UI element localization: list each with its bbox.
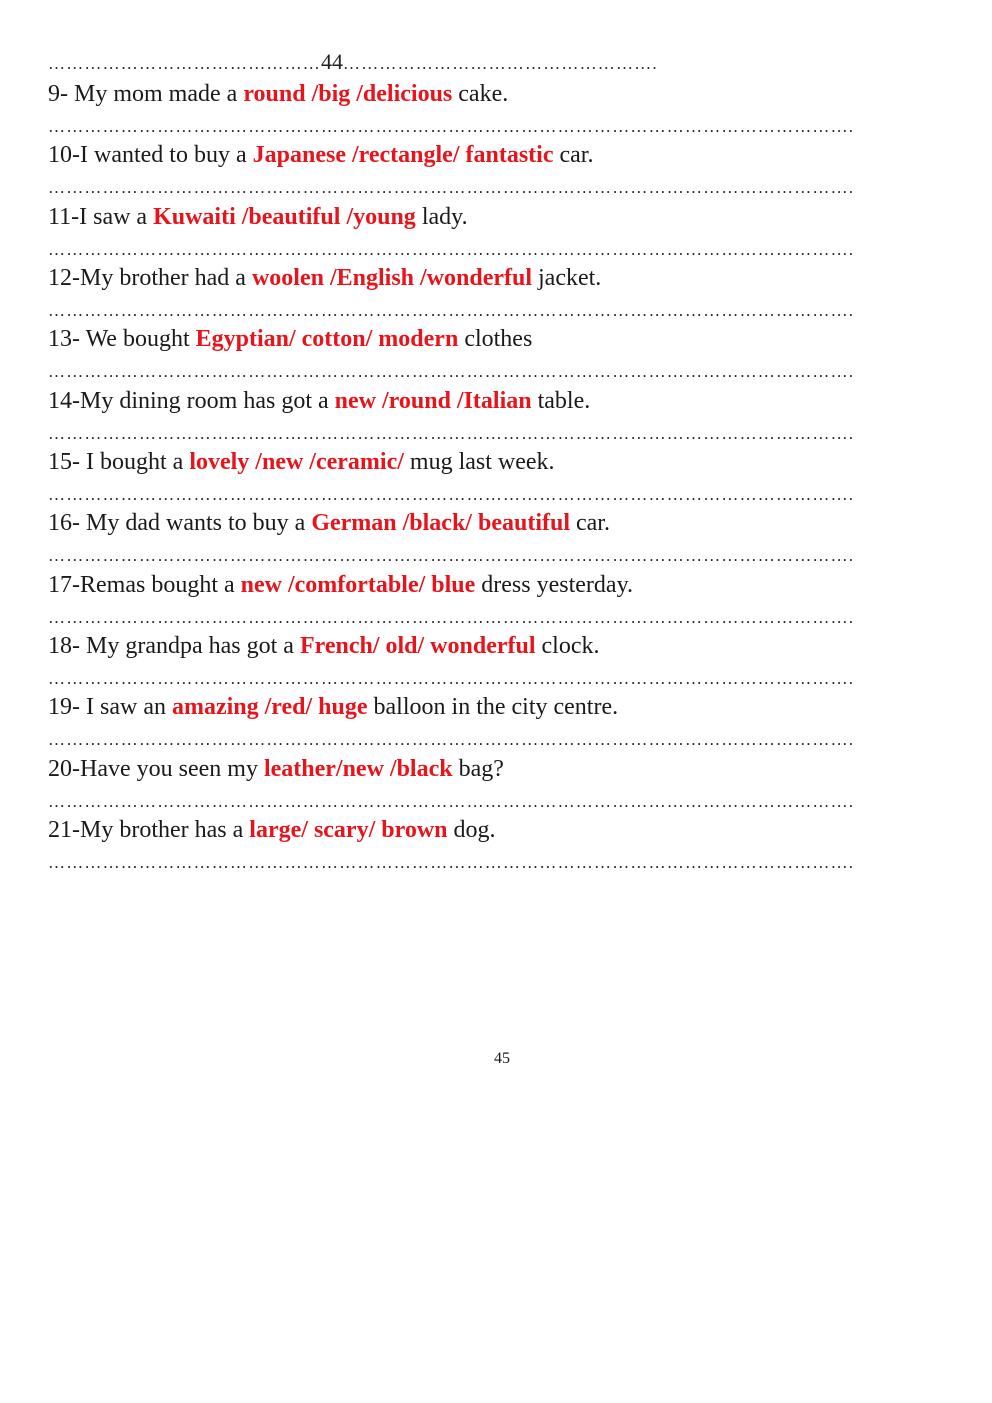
sentence-number: 18- [48,633,86,659]
answer-line[interactable]: ……………………………………………………………………………………………………………………. [48,424,855,443]
answer-line[interactable]: ……………………………………………………………………………………………………………………. [48,485,855,504]
sentence-number: 14- [48,388,80,414]
sentence-number: 9- [48,81,74,107]
sentence-row [48,693,618,721]
sentence-row [48,571,633,599]
answer-line[interactable]: ……………………………………………………………………………………………………………………. [48,792,855,811]
sentence-number: 11- [48,204,80,230]
sentence-text-before: My dad wants to buy a [86,510,312,536]
sentence-row [48,264,601,292]
adjective-list: new /round /Italian [334,388,532,414]
answer-line[interactable]: ……………………………………………………………………………………………………………………. [48,853,855,872]
sentence-text-before: I bought a [86,449,190,475]
sentence-text-after: bag? [452,756,504,782]
page-number: 45 [494,1050,510,1067]
sentence-number: 12- [48,265,80,291]
sentence-text-before: Have you seen my [80,756,264,782]
sentence-text-after: clothes [458,326,533,352]
top-answer-line: ………………………………………44……………………………………………. [48,49,658,74]
adjective-list: new /comfortable/ blue [240,572,476,598]
answer-line[interactable]: ……………………………………………………………………………………………………………………. [48,546,855,565]
answer-line[interactable]: ……………………………………………………………………………………………………………………. [48,608,855,627]
sentence-text-after: balloon in the city centre. [367,694,619,720]
adjective-list: leather/new /black [263,756,453,782]
sentence-number: 10- [48,142,80,168]
answer-line[interactable]: ……………………………………………………………………………………………………………………. [48,362,855,381]
sentence-row [48,509,610,537]
sentence-text-after: car. [570,510,610,536]
sentence-text-before: I saw a [79,204,154,230]
sentence-number: 16- [48,510,86,536]
sentence-text-after: jacket. [532,265,602,291]
sentence-row [48,325,532,353]
sentence-text-before: Remas bought a [80,572,241,598]
adjective-list: large/ scary/ brown [249,817,448,843]
answer-line[interactable]: ……………………………………………………………………………………………………………………. [48,117,855,136]
adjective-list: Kuwaiti /beautiful /young [153,204,416,230]
sentence-number: 15- [48,449,86,475]
sentence-text-before: I wanted to buy a [80,142,253,168]
sentence-text-before: My mom made a [74,81,244,107]
sentence-row [48,387,590,415]
sentence-text-before: I saw an [86,694,172,720]
adjective-list: Egyptian/ cotton/ modern [195,326,459,352]
sentence-row [48,448,555,476]
sentence-number: 20- [48,756,80,782]
sentence-text-after: mug last week. [403,449,555,475]
sentence-text-after: dog. [447,817,496,843]
sentence-row [48,80,508,108]
sentence-row [48,632,600,660]
adjective-list: amazing /red/ huge [171,694,368,720]
answer-line[interactable]: ……………………………………………………………………………………………………………………. [48,669,855,688]
previous-page-number: 44 [321,49,343,74]
sentence-text-before: My grandpa has got a [86,633,300,659]
sentence-text-after: lady. [415,204,468,230]
adjective-list: woolen /English /wonderful [251,265,533,291]
sentence-text-after: cake. [452,81,509,107]
answer-line[interactable]: ……………………………………………………………………………………………………………………. [48,301,855,320]
adjective-list: Japanese /rectangle/ fantastic [252,142,554,168]
sentence-number: 19- [48,694,86,720]
answer-line[interactable]: ……………………………………………………………………………………………………………………. [48,730,855,749]
sentence-number: 17- [48,572,80,598]
adjective-list: lovely /new /ceramic/ [189,449,404,475]
sentence-number: 13- [48,326,86,352]
sentence-text-after: dress yesterday. [475,572,634,598]
adjective-list: French/ old/ wonderful [299,633,536,659]
sentence-text-after: car. [553,142,594,168]
answer-line[interactable]: ……………………………………………………………………………………………………………………. [48,178,855,197]
adjective-list: round /big /delicious [243,81,453,107]
sentence-text-before: My brother had a [80,265,252,291]
sentence-text-before: My dining room has got a [80,388,335,414]
answer-line[interactable]: ……………………………………………………………………………………………………………………. [48,240,855,259]
adjective-list: German /black/ beautiful [311,510,570,536]
sentence-row [48,203,468,231]
sentence-text-before: My brother has a [80,817,250,843]
sentence-text-before: We bought [85,326,196,352]
sentence-row [48,816,496,844]
sentence-row [48,755,504,783]
sentence-text-after: clock. [535,633,600,659]
sentence-row [48,141,593,169]
sentence-number: 21- [48,817,80,843]
sentence-text-after: table. [531,388,591,414]
